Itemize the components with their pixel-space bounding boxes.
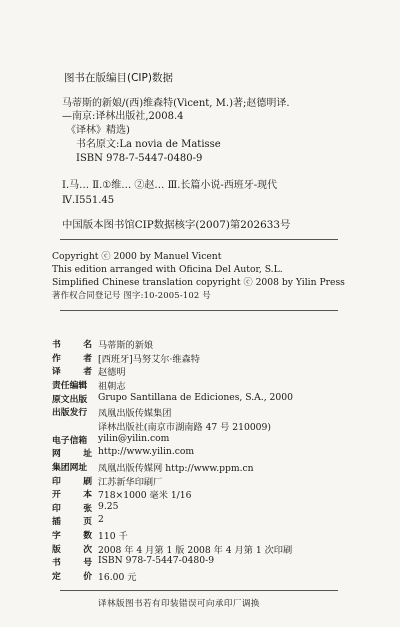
info-value: 祖朝志 <box>98 380 126 392</box>
info-label: 作 者 <box>52 353 92 364</box>
cip-line-4: 书名原文:La novia de Matisse <box>76 139 221 150</box>
info-label: 开 本 <box>52 490 92 501</box>
info-value: 凤凰出版传媒网 http://www.ppm.cn <box>98 462 254 474</box>
cip-line-3: 《译林》精选) <box>66 125 130 136</box>
divider-top <box>60 239 338 240</box>
copyright-line-1: Copyright ⓒ 2000 by Manuel Vicent <box>52 251 222 262</box>
info-label: 书 名 <box>52 340 92 350</box>
classification-line-2: Ⅳ.I551.45 <box>62 195 115 206</box>
info-label: 出版发行 <box>52 408 88 419</box>
info-value: 110 千 <box>98 531 128 543</box>
info-value: [西班牙]马努艾尔·维森特 <box>98 353 200 365</box>
info-value: yilin@yilin.com <box>98 432 170 444</box>
info-label: 印 刷 <box>52 476 92 487</box>
info-label: 责任编辑 <box>52 380 88 391</box>
info-value: 凤凰出版传媒集团 <box>98 408 172 420</box>
info-label: 电子信箱 <box>52 435 88 446</box>
cip-line-1: 马蒂斯的新娘/(西)维森特(Vicent, M.)著;赵德明译. <box>62 98 290 109</box>
info-label: 版 次 <box>52 544 92 555</box>
info-value: 赵德明 <box>98 367 126 379</box>
info-label: 字 数 <box>52 531 92 542</box>
info-value: 江苏新华印刷厂 <box>98 476 163 488</box>
divider-middle <box>60 310 338 311</box>
info-value: ISBN 978-7-5447-0480-9 <box>98 555 215 567</box>
info-value: Grupo Santillana de Ediciones, S.A., 2000 <box>98 391 293 403</box>
info-value: http://www.yilin.com <box>98 446 195 458</box>
footer-note: 译林版图书若有印装错误可向承印厂调换 <box>98 599 260 609</box>
info-label: 译 者 <box>52 367 92 378</box>
info-label: 书 号 <box>52 558 92 569</box>
cip-line-2: —南京:译林出版社,2008.4 <box>62 111 184 122</box>
classification-line-1: Ⅰ.马… Ⅱ.①维… ②赵… Ⅲ.长篇小说-西班牙-现代 <box>62 180 278 191</box>
cip-line-5: ISBN 978-7-5447-0480-9 <box>76 153 203 164</box>
info-value: 马蒂斯的新娘 <box>98 340 154 351</box>
info-label: 定 价 <box>52 572 92 583</box>
info-label: 集团网址 <box>52 462 88 473</box>
info-label: 印 张 <box>52 503 92 514</box>
info-value: 718×1000 毫米 1/16 <box>98 490 192 502</box>
info-value: 2 <box>98 514 104 526</box>
info-label: 插 页 <box>52 517 92 528</box>
info-value: 2008 年 4 月第 1 版 2008 年 4 月第 1 次印刷 <box>98 544 293 556</box>
info-value: 16.00 元 <box>98 572 137 584</box>
copyright-line-3: Simplified Chinese translation copyright ⓒ 2008 by Yilin Press <box>52 277 345 288</box>
contract-registration: 著作权合同登记号 图字:10-2005-102 号 <box>52 290 211 300</box>
cip-header: 图书在版编目(CIP)数据 <box>64 72 173 84</box>
info-value: 译林出版社(南京市湖南路 47 号 210009) <box>98 421 271 433</box>
info-label: 网 址 <box>52 449 92 460</box>
info-value: 9.25 <box>98 500 119 512</box>
copyright-line-2: This edition arranged with Oficina Del Autor, S.L. <box>52 264 283 275</box>
info-label: 原文出版 <box>52 394 88 405</box>
cip-verification: 中国版本图书馆CIP数据核字(2007)第202633号 <box>62 219 291 231</box>
divider-bottom <box>60 590 338 591</box>
